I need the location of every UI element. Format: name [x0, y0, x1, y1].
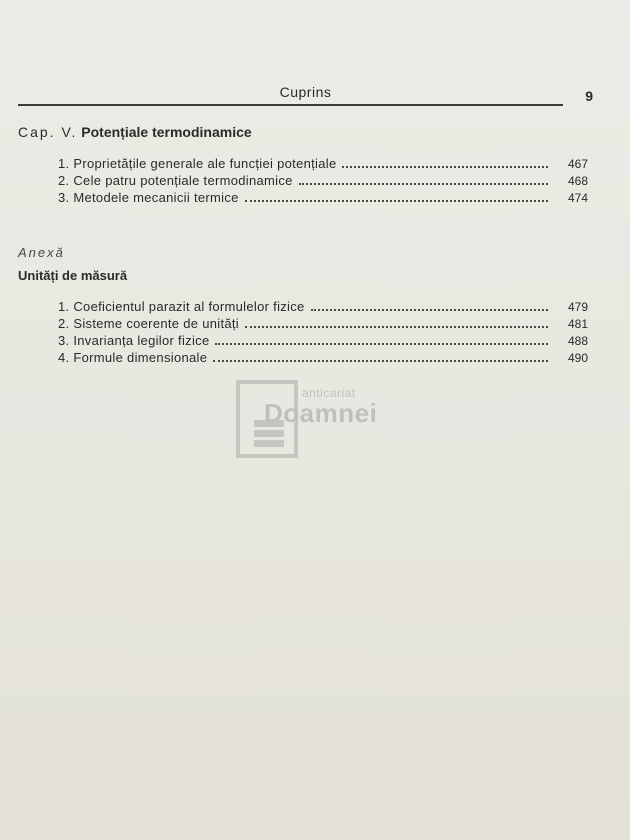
toc-entry-page: 479 [567, 300, 588, 314]
toc-entry-page: 474 [567, 191, 588, 205]
toc-entry-label: 1. Proprietățile generale ale funcției potențiale [58, 156, 337, 171]
leader-dots [215, 333, 548, 345]
running-header [18, 82, 593, 104]
toc-entry [58, 298, 588, 315]
toc-entry-page: 490 [567, 351, 588, 365]
leader-dots [342, 156, 548, 168]
leader-dots [311, 299, 548, 311]
toc-entry-label: 2. Cele patru potențiale termodinamice [58, 173, 293, 188]
running-title: Cuprins [279, 84, 332, 100]
toc-entry-page: 481 [567, 317, 588, 331]
toc-entry [58, 332, 588, 349]
watermark-text: Doamnei [264, 398, 378, 428]
annex-label: Anexă [18, 245, 65, 260]
toc-entry-label: 3. Metodele mecanicii termice [58, 190, 239, 205]
toc-entry [58, 315, 588, 332]
leader-dots [245, 190, 548, 202]
toc-entry-page: 467 [567, 157, 588, 171]
chapter-toc-list [58, 155, 588, 206]
header-rule [18, 104, 563, 106]
toc-entry [58, 349, 588, 366]
toc-entry-label: 1. Coeficientul parazit al formulelor fizice [58, 299, 305, 314]
watermark-logo [236, 380, 411, 462]
chapter-label: Cap. V. [18, 124, 78, 140]
chapter-heading [18, 124, 252, 140]
leader-dots [245, 316, 548, 328]
chapter-title: Potențiale termodinamice [81, 124, 252, 140]
toc-entry-label: 3. Invarianța legilor fizice [58, 333, 210, 348]
toc-entry [58, 155, 588, 172]
watermark-subtext: anticariat [302, 386, 356, 400]
toc-entry-label: 2. Sisteme coerente de unități [58, 316, 239, 331]
toc-entry-label: 4. Formule dimensionale [58, 350, 208, 365]
leader-dots [299, 173, 548, 185]
leader-dots [213, 350, 548, 362]
toc-entry [58, 189, 588, 206]
toc-entry-page: 468 [567, 174, 588, 188]
annex-toc-list [58, 298, 588, 366]
annex-title: Unități de măsură [18, 268, 128, 283]
page-number: 9 [585, 88, 593, 104]
toc-entry-page: 488 [567, 334, 588, 348]
toc-entry [58, 172, 588, 189]
